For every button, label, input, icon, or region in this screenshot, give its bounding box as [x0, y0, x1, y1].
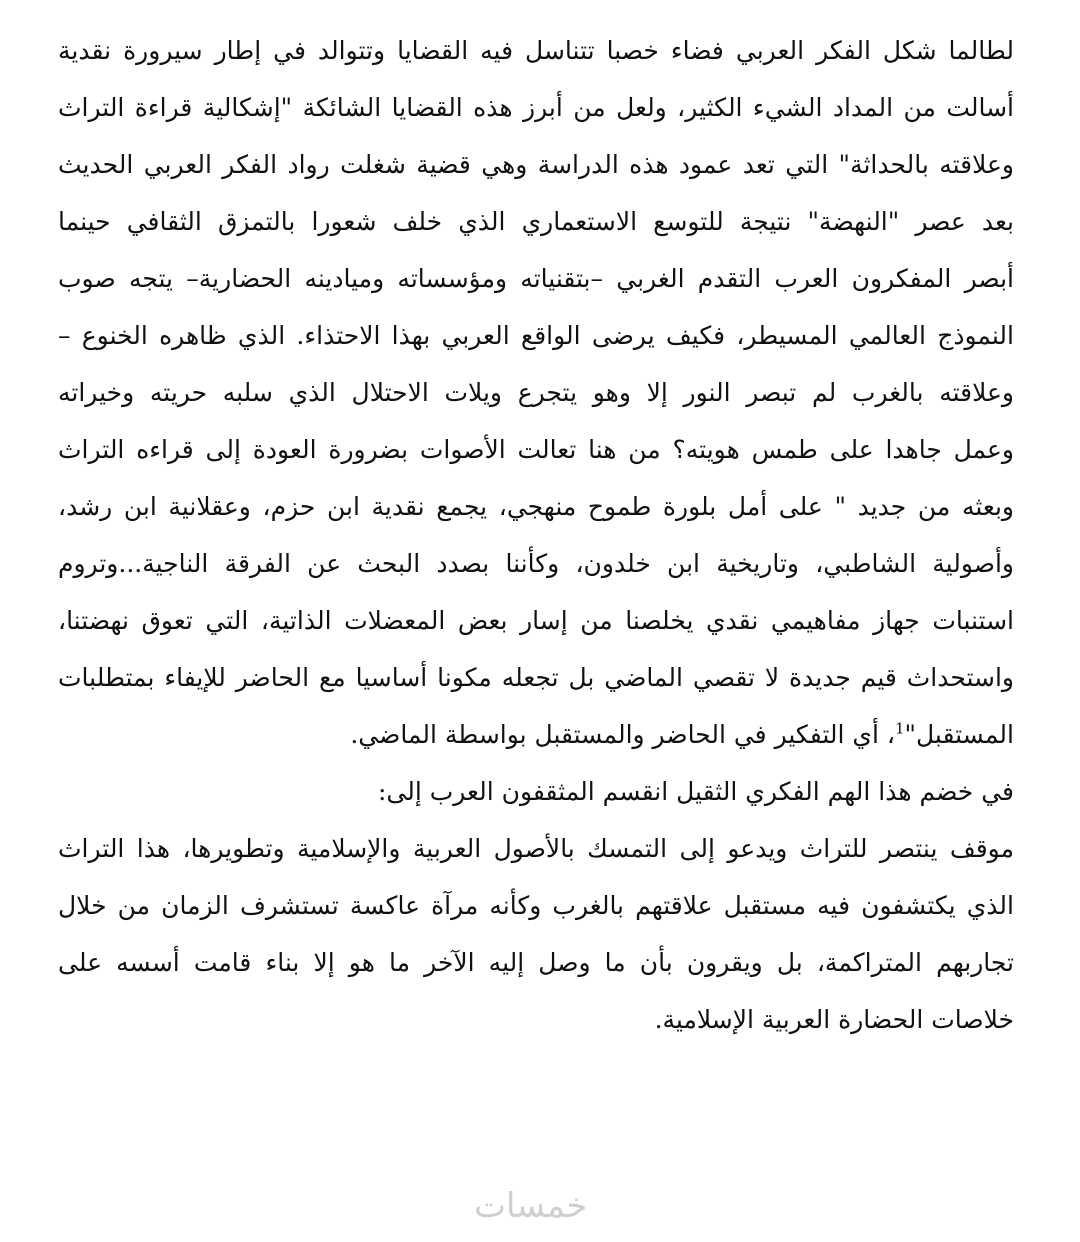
- text-line: وعمل جاهدا على طمس هويته؟ من هنا تعالت الأصوات بضرورة العودة إلى قراءه التراث: [58, 435, 1014, 464]
- arabic-text-body: [58, 22, 1014, 1048]
- text-line: النموذج العالمي المسيطر، فكيف يرضى الواقع العربي بهذا الاحتذاء. الذي ظاهره الخنوع –: [58, 321, 1014, 350]
- text-line: واستحداث قيم جديدة لا تقصي الماضي بل تجعله مكونا أساسيا مع الحاضر للإيفاء بمتطلبات: [58, 663, 1014, 692]
- text-line: استنبات جهاز مفاهيمي نقدي يخلصنا من إسار بعض المعضلات الذاتية، التي تعوق نهضتنا،: [58, 606, 1014, 635]
- intro-line: في خضم هذا الهم الفكري الثقيل انقسم المثقفون العرب إلى:: [377, 777, 1014, 806]
- text-line: موقف ينتصر للتراث ويدعو إلى التمسك بالأصول العربية والإسلامية وتطويرها، هذا التراث: [58, 834, 1014, 863]
- text-line: تجاربهم المتراكمة، بل ويقرون بأن ما وصل إليه الآخر ما هو إلا بناء قامت أسسه على: [58, 948, 1014, 977]
- text-line: لطالما شكل الفكر العربي فضاء خصبا تتناسل فيه القضايا وتتوالد في إطار سيرورة نقدية: [58, 36, 1014, 65]
- text-line: وبعثه من جديد " على أمل بلورة طموح منهجي، يجمع نقدية ابن حزم، وعقلانية ابن رشد،: [58, 492, 1014, 521]
- text-line: أسالت من المداد الشيء الكثير، ولعل من أبرز هذه القضايا الشائكة "إشكالية قراءة التراث: [58, 93, 1014, 122]
- footnote-line-end: ، أي التفكير في الحاضر والمستقبل بواسطة الماضي.: [350, 720, 895, 749]
- watermark: خمسات: [474, 1186, 588, 1226]
- text-line: وأصولية الشاطبي، وتاريخية ابن خلدون، وكأننا بصدد البحث عن الفرقة الناجية...وتروم: [58, 549, 1014, 578]
- text-line: وعلاقته بالغرب لم تبصر النور إلا وهو يتجرع ويلات الاحتلال الذي سلبه حريته وخيراته: [58, 378, 1014, 407]
- text-line: الذي يكتشفون فيه مستقبل علاقتهم بالغرب وكأنه مرآة عاكسة تستشرف الزمان من خلال: [58, 891, 1014, 920]
- text-line: خلاصات الحضارة العربية الإسلامية.: [654, 1005, 1014, 1034]
- footnote-reference[interactable]: 1: [894, 719, 905, 738]
- footnote-line-start: المستقبل": [904, 720, 1014, 749]
- text-line: أبصر المفكرون العرب التقدم الغربي –بتقنياته ومؤسساته وميادينه الحضارية– يتجه صوب: [58, 264, 1014, 293]
- footnote-text-line: [58, 706, 1014, 763]
- text-line: بعد عصر "النهضة" نتيجة للتوسع الاستعماري الذي خلف شعورا بالتمزق الثقافي حينما: [58, 207, 1014, 236]
- text-line: وعلاقته بالحداثة" التي تعد عمود هذه الدراسة وهي قضية شغلت رواد الفكر العربي الحديث: [58, 150, 1014, 179]
